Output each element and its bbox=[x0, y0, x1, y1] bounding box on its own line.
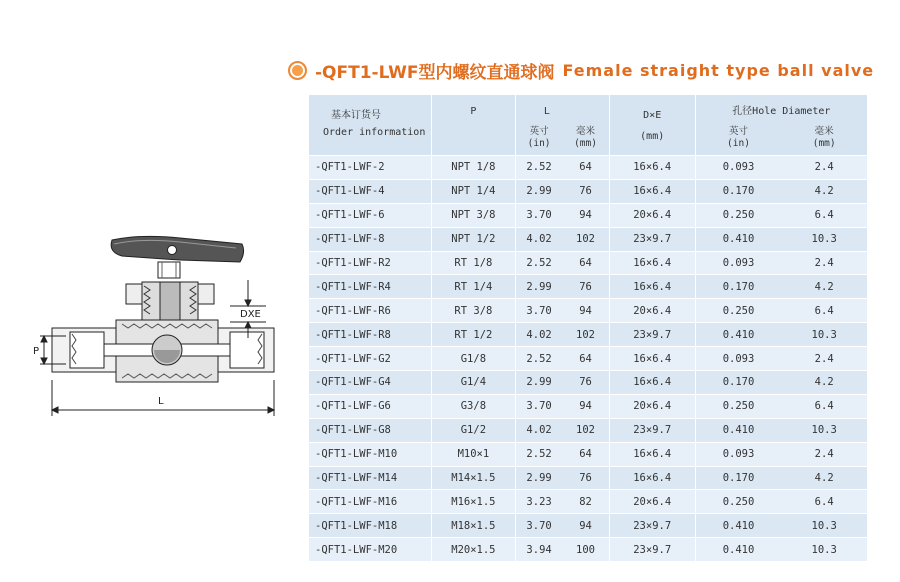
cell-pair bbox=[515, 442, 609, 466]
cell-order: -QFT1-LWF-4 bbox=[309, 179, 431, 203]
header-order bbox=[309, 95, 431, 156]
cell-l-in: 2.99 bbox=[526, 376, 552, 389]
cell-order: -QFT1-LWF-M14 bbox=[309, 466, 431, 490]
table-row bbox=[309, 371, 867, 395]
cell-hole-mm: 4.2 bbox=[814, 472, 834, 485]
cell-l-in: 4.02 bbox=[526, 233, 552, 246]
header-dxe-label: D×E bbox=[643, 110, 662, 121]
cell-pair bbox=[695, 227, 867, 251]
cell-hole-mm: 2.4 bbox=[814, 352, 834, 365]
cell-p: RT 3/8 bbox=[431, 299, 515, 323]
cell-pair bbox=[515, 538, 609, 561]
header-hole-in: 英寸 bbox=[728, 126, 748, 137]
cell-hole-mm: 10.3 bbox=[811, 328, 837, 341]
cell-pair bbox=[695, 179, 867, 203]
cell-hole-mm: 10.3 bbox=[811, 424, 837, 437]
cell-l-in: 2.52 bbox=[526, 257, 552, 269]
table-row bbox=[309, 418, 867, 442]
cell-hole-in: 0.170 bbox=[722, 472, 755, 485]
table-row bbox=[309, 466, 867, 490]
cell-pair bbox=[695, 371, 867, 395]
cell-l-mm: 64 bbox=[579, 448, 592, 461]
cell-hole-mm: 2.4 bbox=[814, 257, 834, 269]
table-row bbox=[309, 251, 867, 275]
cell-order: -QFT1-LWF-6 bbox=[309, 203, 431, 227]
cell-p: G1/2 bbox=[431, 418, 515, 442]
header-l-in: 英寸 bbox=[529, 126, 549, 137]
cell-hole-in: 0.410 bbox=[722, 543, 755, 556]
cell-dxe: 23×9.7 bbox=[609, 538, 695, 561]
cell-pair bbox=[515, 514, 609, 538]
cell-p: M20×1.5 bbox=[431, 538, 515, 561]
header-l-label: L bbox=[543, 106, 550, 117]
cell-p: G1/4 bbox=[431, 371, 515, 395]
table-row bbox=[309, 347, 867, 371]
cell-hole-mm: 10.3 bbox=[811, 543, 837, 556]
header-l-mm: 毫米 bbox=[576, 126, 596, 137]
cell-l-in: 2.52 bbox=[526, 352, 552, 365]
cell-dxe: 16×6.4 bbox=[609, 466, 695, 490]
cell-order: -QFT1-LWF-G4 bbox=[309, 371, 431, 395]
cell-hole-in: 0.093 bbox=[722, 352, 755, 365]
table-row bbox=[309, 538, 867, 561]
cell-hole-in: 0.093 bbox=[722, 161, 755, 174]
cell-dxe: 20×6.4 bbox=[609, 394, 695, 418]
cell-pair bbox=[695, 394, 867, 418]
cell-hole-mm: 2.4 bbox=[814, 448, 834, 461]
header-dxe-unit: (mm) bbox=[640, 131, 665, 142]
cell-p: M10×1 bbox=[431, 442, 515, 466]
table-row bbox=[309, 490, 867, 514]
cell-pair bbox=[695, 538, 867, 561]
table-row bbox=[309, 394, 867, 418]
p-label: P bbox=[33, 346, 40, 357]
cell-dxe: 20×6.4 bbox=[609, 490, 695, 514]
header-l-mm-unit: (mm) bbox=[574, 138, 597, 149]
cell-l-in: 3.94 bbox=[526, 543, 552, 556]
cell-p: M16×1.5 bbox=[431, 490, 515, 514]
cell-l-mm: 100 bbox=[576, 543, 595, 556]
cell-l-in: 3.70 bbox=[526, 519, 552, 532]
table-row bbox=[309, 227, 867, 251]
cell-p: NPT 1/2 bbox=[431, 227, 515, 251]
cell-hole-in: 0.170 bbox=[722, 376, 755, 389]
cell-hole-in: 0.093 bbox=[722, 448, 755, 461]
cell-l-mm: 76 bbox=[579, 472, 592, 485]
cell-pair bbox=[695, 347, 867, 371]
cell-pair bbox=[515, 347, 609, 371]
cell-l-mm: 102 bbox=[576, 328, 595, 341]
cell-hole-mm: 6.4 bbox=[814, 209, 834, 222]
cell-l-mm: 76 bbox=[579, 376, 592, 389]
cell-pair bbox=[515, 394, 609, 418]
cell-l-mm: 102 bbox=[576, 233, 595, 246]
cell-pair bbox=[515, 156, 609, 180]
cell-pair bbox=[695, 275, 867, 299]
cell-p: M14×1.5 bbox=[431, 466, 515, 490]
cell-pair bbox=[695, 442, 867, 466]
spec-table bbox=[309, 95, 867, 561]
cell-l-in: 3.23 bbox=[526, 495, 552, 508]
cell-hole-mm: 6.4 bbox=[814, 495, 834, 508]
table-body bbox=[309, 156, 867, 562]
cell-l-in: 2.52 bbox=[526, 448, 552, 461]
cell-dxe: 16×6.4 bbox=[609, 275, 695, 299]
cell-order: -QFT1-LWF-2 bbox=[309, 156, 431, 180]
cell-p: NPT 1/8 bbox=[431, 156, 515, 180]
cell-l-in: 4.02 bbox=[526, 424, 552, 437]
cell-order: -QFT1-LWF-M16 bbox=[309, 490, 431, 514]
cell-hole-in: 0.250 bbox=[722, 400, 755, 413]
cell-hole-mm: 10.3 bbox=[811, 233, 837, 246]
cell-p: G1/8 bbox=[431, 347, 515, 371]
cell-dxe: 16×6.4 bbox=[609, 156, 695, 180]
cell-pair bbox=[515, 466, 609, 490]
header-order-cn: 基本订货号 bbox=[331, 110, 381, 121]
valve-bonnet bbox=[126, 282, 214, 326]
cell-order: -QFT1-LWF-R6 bbox=[309, 299, 431, 323]
cell-p: RT 1/4 bbox=[431, 275, 515, 299]
cell-pair bbox=[695, 203, 867, 227]
cell-hole-in: 0.410 bbox=[722, 519, 755, 532]
cell-order: -QFT1-LWF-M10 bbox=[309, 442, 431, 466]
cell-p: G3/8 bbox=[431, 394, 515, 418]
table-row bbox=[309, 179, 867, 203]
cell-dxe: 23×9.7 bbox=[609, 418, 695, 442]
cell-hole-in: 0.250 bbox=[722, 304, 755, 317]
cell-l-mm: 94 bbox=[579, 519, 592, 532]
valve-handle bbox=[111, 236, 243, 278]
cell-l-mm: 76 bbox=[579, 280, 592, 293]
table-row bbox=[309, 203, 867, 227]
cell-hole-mm: 4.2 bbox=[814, 280, 834, 293]
valve-drawing bbox=[30, 220, 300, 420]
header-order-en: Order information bbox=[323, 127, 426, 138]
cell-pair bbox=[695, 156, 867, 180]
cell-pair bbox=[515, 418, 609, 442]
cell-order: -QFT1-LWF-M20 bbox=[309, 538, 431, 561]
cell-hole-mm: 4.2 bbox=[814, 185, 834, 198]
header-p bbox=[431, 95, 515, 156]
cell-dxe: 23×9.7 bbox=[609, 227, 695, 251]
cell-dxe: 16×6.4 bbox=[609, 347, 695, 371]
cell-hole-mm: 6.4 bbox=[814, 400, 834, 413]
cell-l-in: 2.99 bbox=[526, 472, 552, 485]
cell-l-in: 2.99 bbox=[526, 280, 552, 293]
cell-pair bbox=[695, 490, 867, 514]
cell-p: RT 1/2 bbox=[431, 323, 515, 347]
cell-pair bbox=[695, 299, 867, 323]
cell-l-in: 3.70 bbox=[526, 400, 552, 413]
cell-p: NPT 1/4 bbox=[431, 179, 515, 203]
cell-l-in: 4.02 bbox=[526, 328, 552, 341]
cell-p: NPT 3/8 bbox=[431, 203, 515, 227]
cell-dxe: 20×6.4 bbox=[609, 203, 695, 227]
cell-l-mm: 76 bbox=[579, 185, 592, 198]
header-hole-mm: 毫米 bbox=[814, 126, 834, 137]
cell-l-mm: 102 bbox=[576, 424, 595, 437]
cell-hole-in: 0.410 bbox=[722, 424, 755, 437]
cell-hole-in: 0.410 bbox=[722, 328, 755, 341]
cell-hole-in: 0.170 bbox=[722, 185, 755, 198]
header-dxe bbox=[609, 95, 695, 156]
cell-pair bbox=[515, 251, 609, 275]
cell-order: -QFT1-LWF-R8 bbox=[309, 323, 431, 347]
cell-hole-mm: 6.4 bbox=[814, 304, 834, 317]
cell-dxe: 23×9.7 bbox=[609, 323, 695, 347]
cell-l-mm: 64 bbox=[579, 161, 592, 174]
cell-order: -QFT1-LWF-G8 bbox=[309, 418, 431, 442]
table-header-row bbox=[309, 95, 867, 156]
cell-order: -QFT1-LWF-R4 bbox=[309, 275, 431, 299]
title-model-code: -QFT1-LWF型内螺纹直通球阀 bbox=[315, 62, 555, 83]
cell-hole-in: 0.410 bbox=[722, 233, 755, 246]
valve-body bbox=[52, 320, 274, 382]
cell-l-mm: 94 bbox=[579, 304, 592, 317]
cell-order: -QFT1-LWF-G2 bbox=[309, 347, 431, 371]
cell-hole-mm: 10.3 bbox=[811, 519, 837, 532]
header-hole-label: 孔径Hole Diameter bbox=[732, 106, 831, 117]
dxe-label: DXE bbox=[240, 309, 261, 320]
table-row bbox=[309, 299, 867, 323]
header-hole-in-unit: (in) bbox=[727, 138, 750, 149]
cell-p: RT 1/8 bbox=[431, 251, 515, 275]
cell-dxe: 16×6.4 bbox=[609, 179, 695, 203]
cell-order: -QFT1-LWF-G6 bbox=[309, 394, 431, 418]
cell-l-mm: 64 bbox=[579, 352, 592, 365]
header-hole bbox=[695, 95, 867, 156]
table-row bbox=[309, 275, 867, 299]
cell-pair bbox=[695, 466, 867, 490]
cell-hole-mm: 4.2 bbox=[814, 376, 834, 389]
cell-pair bbox=[695, 418, 867, 442]
cell-pair bbox=[515, 203, 609, 227]
cell-l-mm: 82 bbox=[579, 495, 592, 508]
cell-hole-in: 0.093 bbox=[722, 257, 755, 269]
title-english: Female straight type ball valve bbox=[562, 60, 875, 80]
table-row bbox=[309, 156, 867, 180]
cell-pair bbox=[695, 251, 867, 275]
cell-pair bbox=[515, 371, 609, 395]
header-hole-mm-unit: (mm) bbox=[812, 138, 836, 149]
cell-dxe: 16×6.4 bbox=[609, 251, 695, 275]
table-row bbox=[309, 514, 867, 538]
table-row bbox=[309, 442, 867, 466]
cell-hole-in: 0.250 bbox=[722, 495, 755, 508]
cell-order: -QFT1-LWF-M18 bbox=[309, 514, 431, 538]
cell-dxe: 20×6.4 bbox=[609, 299, 695, 323]
cell-hole-mm: 2.4 bbox=[814, 161, 834, 174]
cell-hole-in: 0.250 bbox=[722, 209, 755, 222]
page-title bbox=[288, 55, 874, 85]
cell-order: -QFT1-LWF-8 bbox=[309, 227, 431, 251]
cell-pair bbox=[515, 299, 609, 323]
header-l bbox=[515, 95, 609, 156]
cell-hole-in: 0.170 bbox=[722, 280, 755, 293]
cell-l-in: 2.52 bbox=[526, 161, 552, 174]
cell-l-mm: 64 bbox=[579, 257, 592, 269]
header-p-label: P bbox=[470, 106, 477, 117]
table-row bbox=[309, 323, 867, 347]
cell-l-mm: 94 bbox=[579, 209, 592, 222]
bullet-circle-icon bbox=[288, 61, 307, 80]
cell-l-in: 3.70 bbox=[526, 209, 552, 222]
header-l-in-unit: (in) bbox=[527, 138, 551, 149]
cell-pair bbox=[515, 275, 609, 299]
cell-pair bbox=[515, 179, 609, 203]
cell-p: M18×1.5 bbox=[431, 514, 515, 538]
cell-pair bbox=[695, 514, 867, 538]
l-label: L bbox=[158, 396, 164, 407]
cell-dxe: 16×6.4 bbox=[609, 442, 695, 466]
cell-l-mm: 94 bbox=[579, 400, 592, 413]
cell-pair bbox=[515, 323, 609, 347]
cell-pair bbox=[515, 490, 609, 514]
cell-l-in: 2.99 bbox=[526, 185, 552, 198]
cell-pair bbox=[515, 227, 609, 251]
cell-dxe: 23×9.7 bbox=[609, 514, 695, 538]
cell-pair bbox=[695, 323, 867, 347]
cell-l-in: 3.70 bbox=[526, 304, 552, 317]
cell-order: -QFT1-LWF-R2 bbox=[309, 251, 431, 275]
cell-dxe: 16×6.4 bbox=[609, 371, 695, 395]
